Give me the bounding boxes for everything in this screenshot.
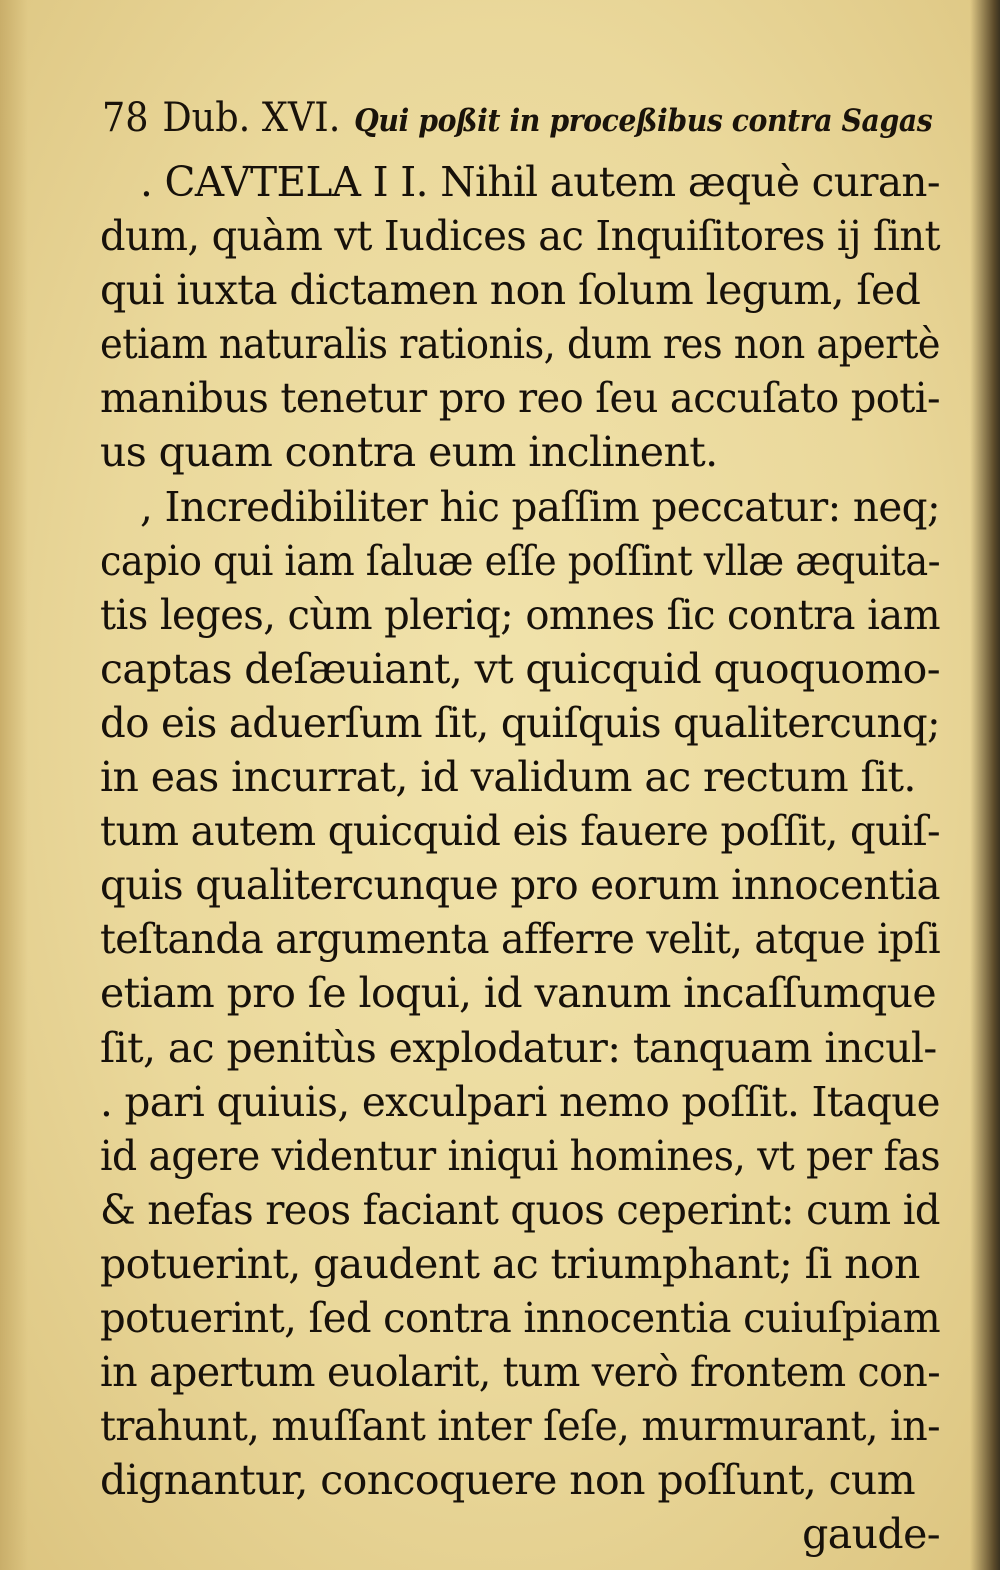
text-line: in apertum euolarit, tum verò frontem con- — [100, 1348, 941, 1397]
text-line: dignantur, concoquere non poſſunt, cum — [100, 1456, 916, 1505]
text-line: id agere videntur iniqui homines, vt per fas — [100, 1131, 941, 1180]
text-line: capio qui iam ſaluæ eſſe poſſint vllæ æquita- — [100, 536, 941, 585]
text-line: quis qualitercunque pro eorum innocentia — [100, 861, 941, 910]
body-text — [100, 155, 940, 1561]
text-line: , Incredibiliter hic paſſim peccatur: neq; — [140, 482, 941, 531]
running-title: Qui poßit in proceßibus contra Sagas — [354, 103, 933, 139]
text-line: tum autem quicquid eis fauere poſſit, quiſ- — [100, 807, 941, 856]
text-line: captas deſæuiant, vt quicquid quoquomo- — [100, 644, 940, 693]
text-line: qui iuxta dictamen non ſolum legum, ſed — [100, 266, 921, 315]
text-line: & nefas reos faciant quos ceperint: cum id — [100, 1185, 940, 1234]
text-line: potuerint, gaudent ac triumphant; ſi non — [100, 1239, 920, 1288]
page-gutter-shadow — [0, 0, 28, 1570]
page-number: 78 — [102, 95, 149, 141]
text-line: potuerint, ſed contra innocentia cuiuſpiam — [100, 1293, 941, 1342]
text-line: do eis aduerſum ſit, quiſquis qualitercunq; — [100, 698, 941, 747]
text-line: trahunt, muſſant inter ſeſe, murmurant, in- — [100, 1402, 940, 1451]
text-line: ſit, ac penitùs explodatur: tanquam incul- — [100, 1023, 937, 1072]
text-line: . CAVTELA I I. Nihil autem æquè curan- — [140, 158, 940, 206]
text-line: dum, quàm vt Iudices ac Inquiſitores ij ſint — [100, 212, 941, 261]
text-line: . pari quiuis, exculpari nemo poſſit. Itaque — [100, 1077, 940, 1126]
text-line: tis leges, cùm pleriq; omnes ſic contra iam — [100, 590, 940, 639]
text-line: manibus tenetur pro reo ſeu accuſato poti- — [100, 374, 940, 423]
text-line: in eas incurrat, id validum ac rectum ſit. — [100, 753, 916, 802]
text-line: teſtanda argumenta afferre velit, atque ipſi — [100, 915, 941, 964]
text-line: etiam naturalis rationis, dum res non apertè — [100, 320, 940, 369]
section-label: Dub. XVI. — [162, 95, 341, 141]
page-edge-shadow — [970, 0, 1000, 1570]
catchword: gaude- — [802, 1510, 940, 1559]
running-header — [102, 95, 933, 141]
text-line: us quam contra eum inclinent. — [100, 428, 718, 477]
text-line: etiam pro ſe loqui, id vanum incaſſumque — [100, 969, 937, 1018]
